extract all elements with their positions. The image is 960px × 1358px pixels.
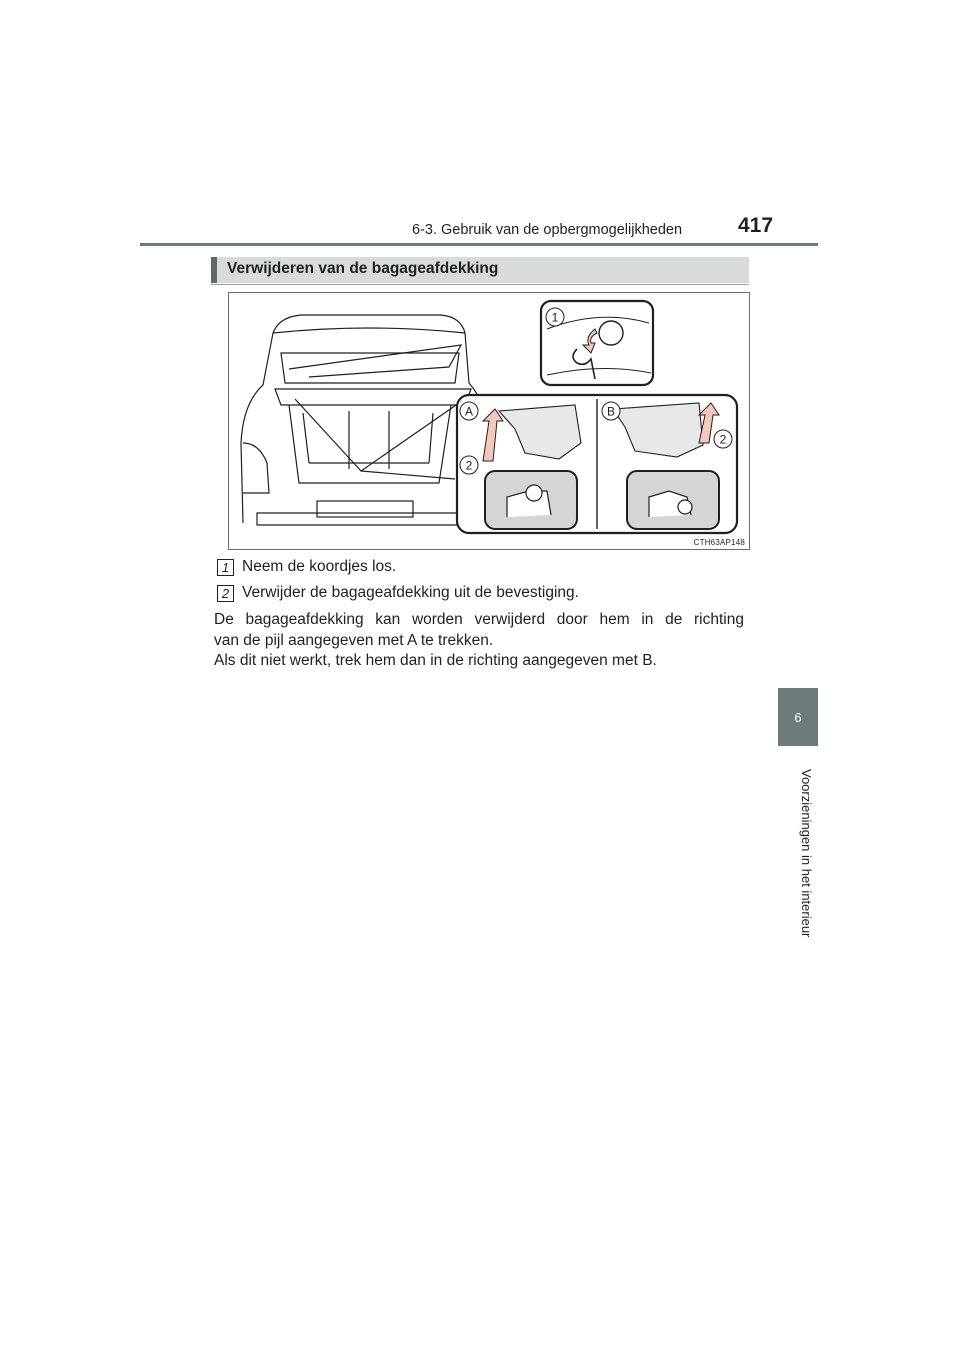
step-1-text: Neem de koordjes los. — [242, 558, 397, 575]
heading-underline — [211, 284, 749, 285]
luggage-cover-illustration — [228, 292, 750, 550]
license-plate-area — [317, 501, 413, 517]
callout-1-label: 1 — [551, 310, 559, 325]
chapter-number: 6 — [794, 709, 802, 725]
callout-2-right-label: 2 — [719, 432, 727, 447]
tailgate-edge — [273, 328, 465, 333]
callout-b-label: B — [606, 404, 616, 419]
callout-1 — [546, 308, 564, 326]
description-line-3: Als dit niet werkt, trek hem dan in de richting aangegeven met B. — [214, 652, 657, 669]
rear-bumper — [257, 513, 477, 525]
callout-a — [460, 402, 478, 420]
left-taillight — [243, 443, 269, 493]
chapter-side-label: Voorzieningen in het interieur — [799, 768, 814, 938]
step-2-text: Verwijder de bagageafdekking uit de bevestiging. — [242, 584, 579, 601]
callout-2-left-label: 2 — [465, 458, 473, 473]
figure-code: CTH63AP148 — [693, 538, 745, 547]
running-header-title: 6-3. Gebruik van de opbergmogelijkheden — [412, 222, 683, 238]
leader-line-2 — [295, 399, 459, 471]
step-2-number: 2 — [217, 585, 234, 602]
description-line-1: De bagageafdekking kan worden verwijderd door hem in de richting — [214, 611, 744, 628]
callout-2-left — [460, 456, 478, 474]
seat-back-lines — [303, 411, 433, 469]
detail-panel-ab — [457, 395, 737, 533]
callout-b — [602, 402, 620, 420]
section-heading-text: Verwijderen van de bagageafdekking — [227, 260, 499, 277]
section-heading — [211, 257, 749, 283]
header-rule — [140, 243, 818, 246]
description-line-2: van de pijl aangegeven met A te trekken. — [214, 631, 494, 649]
description-paragraph — [214, 610, 744, 672]
illustration-drawing — [229, 293, 749, 549]
leader-line-1 — [289, 345, 461, 377]
luggage-cover-panel — [275, 389, 471, 405]
callout-a-label: A — [464, 404, 474, 419]
callout-2-right — [714, 430, 732, 448]
chapter-tab — [778, 688, 818, 746]
page-number: 417 — [738, 214, 774, 237]
heading-accent-bar — [211, 257, 217, 283]
step-1-number: 1 — [217, 559, 234, 576]
